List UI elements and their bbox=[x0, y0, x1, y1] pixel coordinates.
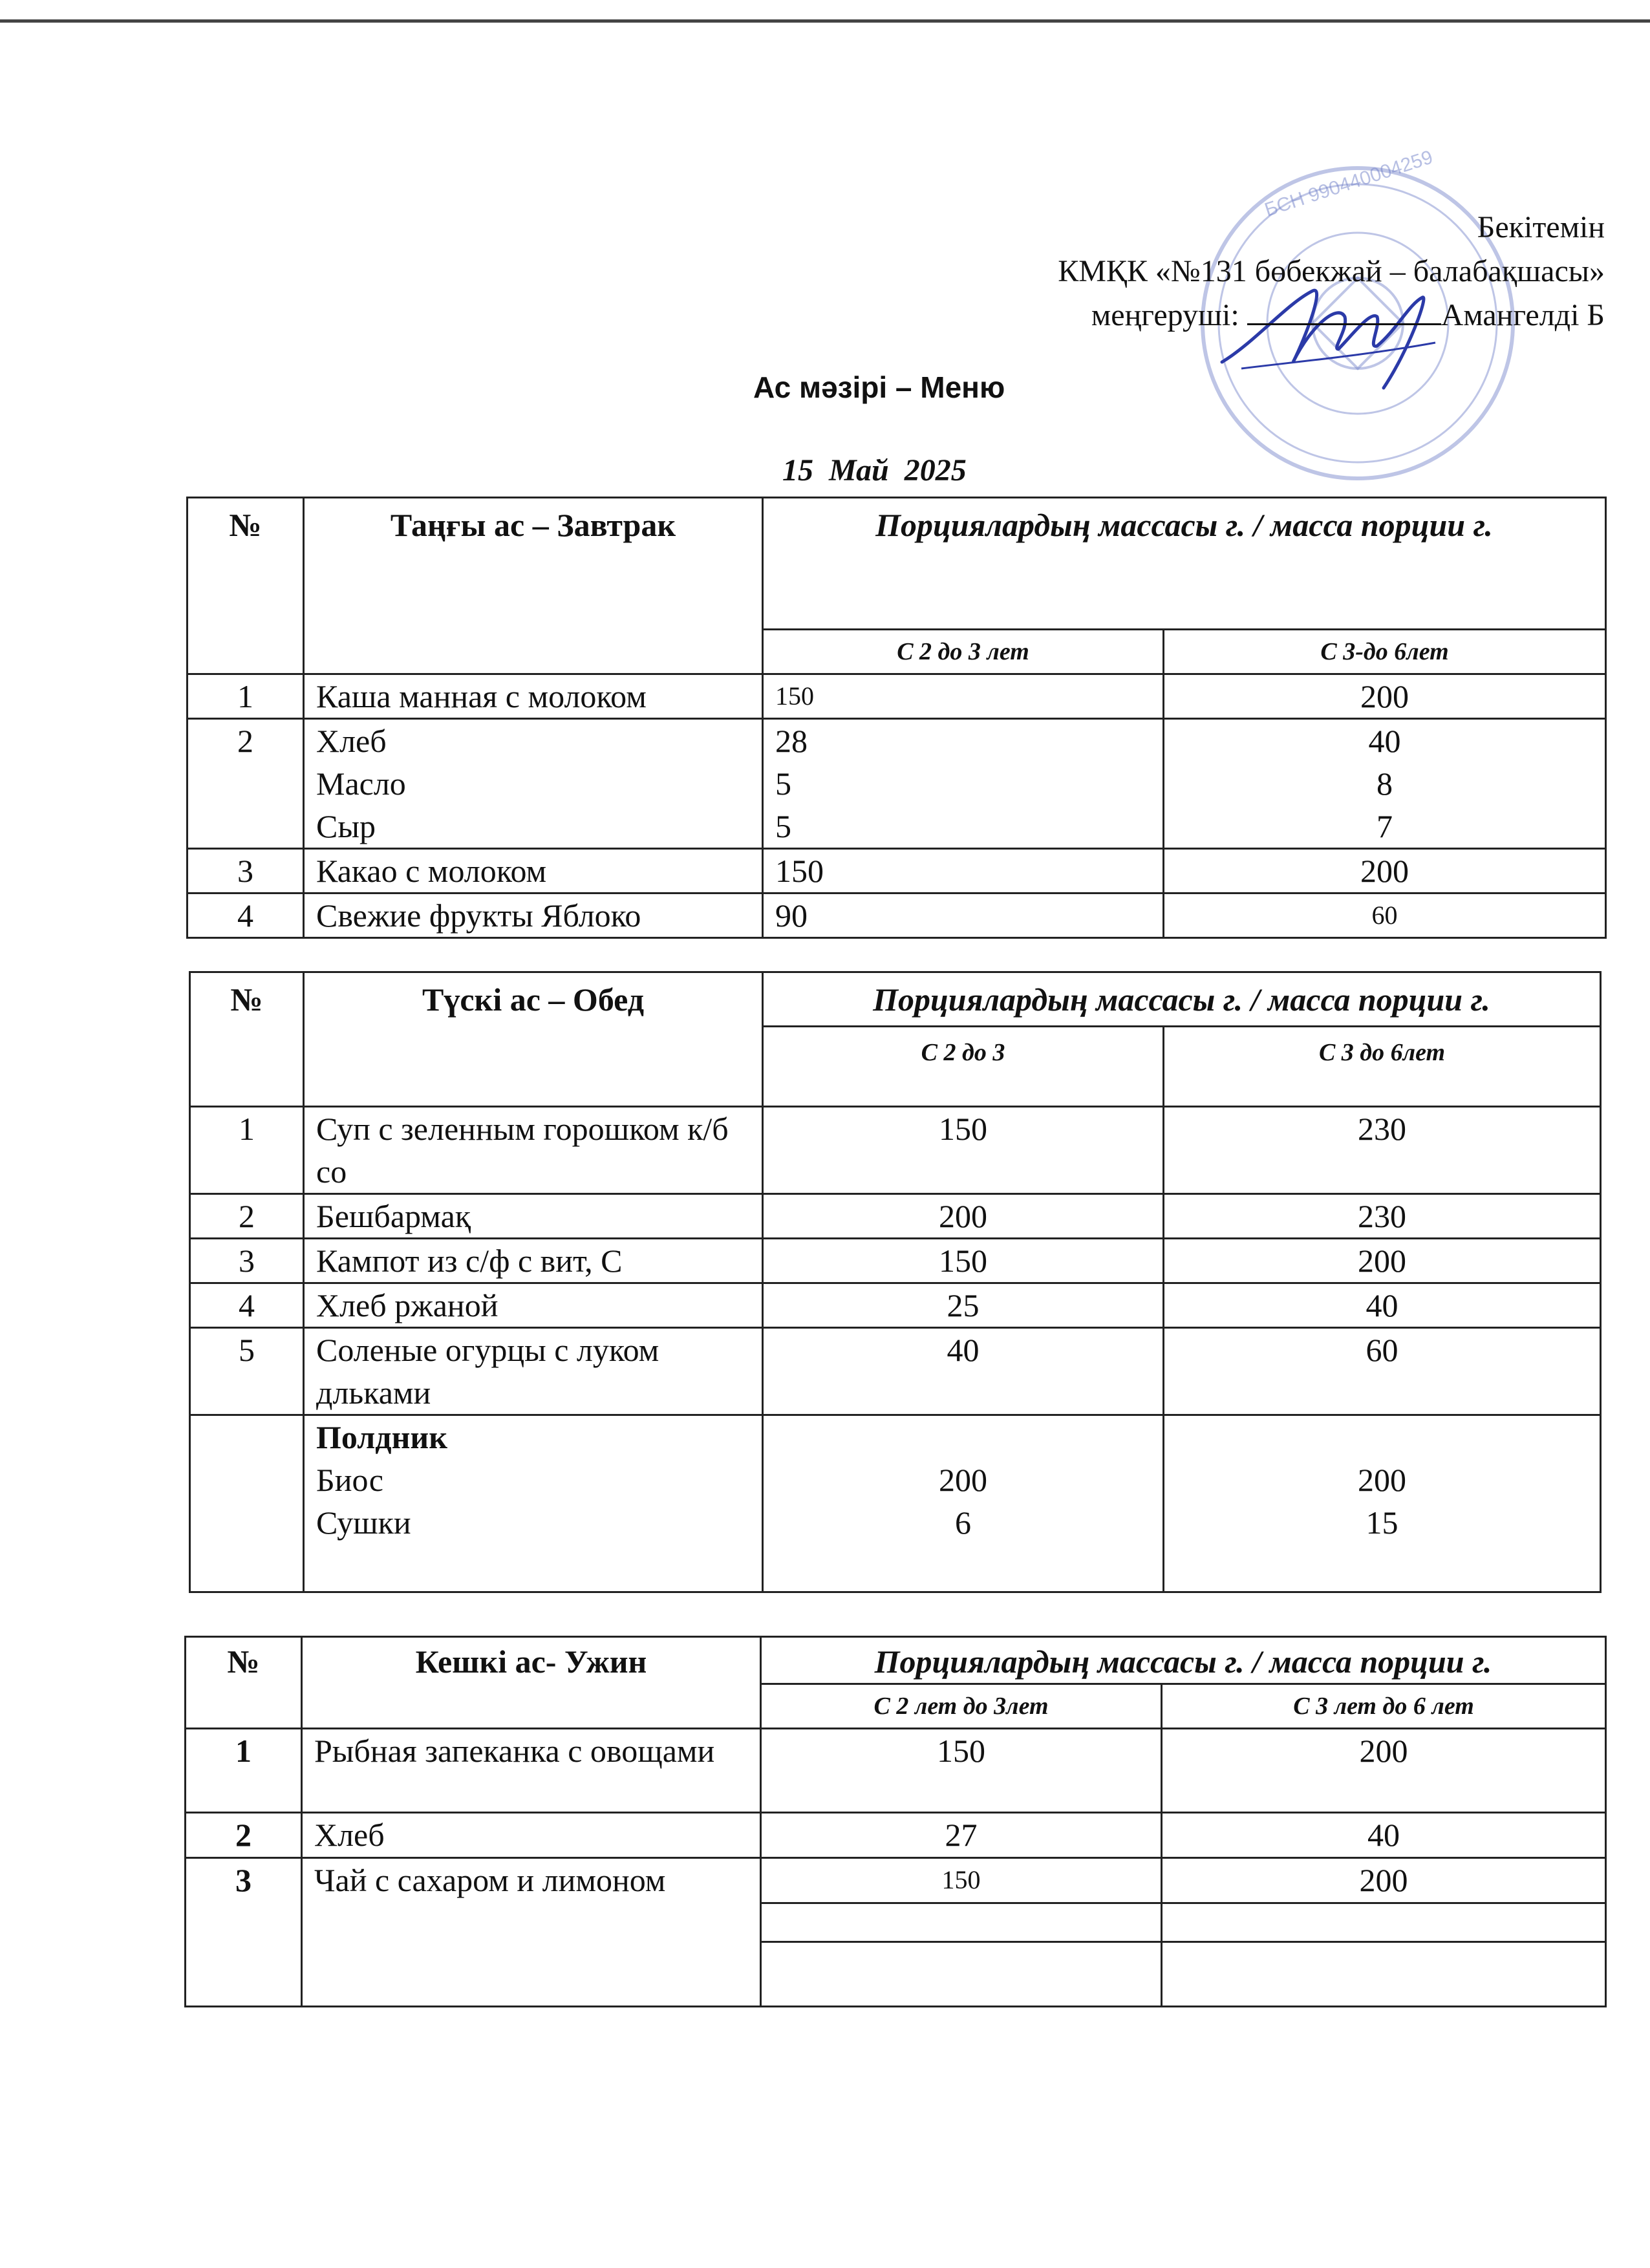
page-title: Ас мәзірі – Меню bbox=[753, 370, 1005, 404]
approval-line-1: Бекітемін bbox=[1477, 210, 1605, 244]
dish-name-cell bbox=[304, 1107, 763, 1194]
mass-age1-cell bbox=[763, 1328, 1164, 1415]
mass-age1-cell bbox=[763, 1107, 1164, 1194]
approval-line-2: КМҚК «№131 бөбекжай – балабақшасы» bbox=[1058, 254, 1605, 288]
approval-block bbox=[764, 206, 1605, 337]
dish-name: Какао с молоком bbox=[316, 853, 547, 889]
mass-age2-cell bbox=[1164, 674, 1606, 719]
mass-age1: 40 bbox=[947, 1332, 980, 1368]
col-header-no: № bbox=[186, 1637, 302, 1729]
snack-title: Полдник bbox=[316, 1419, 448, 1455]
dish-name: Хлеб bbox=[316, 723, 387, 759]
row-number-cell: 2 bbox=[190, 1194, 304, 1239]
mass-age1-cell bbox=[763, 849, 1164, 893]
table-row bbox=[190, 1239, 1601, 1283]
row-number-cell: 1 bbox=[188, 674, 304, 719]
mass-age2-cell bbox=[1164, 1107, 1601, 1194]
age-group-1: С 2 до 3 bbox=[763, 1027, 1164, 1107]
row-number-cell: 2 bbox=[188, 719, 304, 849]
mass-age2: 200 bbox=[1358, 1243, 1406, 1279]
age-group-2: С 3 до 6лет bbox=[1164, 1027, 1601, 1107]
mass-age1-cell bbox=[763, 719, 1164, 849]
snack-item: Сушки bbox=[316, 1504, 411, 1541]
row-number-cell: 4 bbox=[188, 893, 304, 938]
lunch-table bbox=[189, 971, 1602, 1593]
breakfast-rows bbox=[188, 674, 1606, 938]
dish-name-cell bbox=[304, 1328, 763, 1415]
breakfast-table bbox=[186, 497, 1607, 939]
mass-age1-cell bbox=[763, 1239, 1164, 1283]
mass-age1-cell bbox=[761, 1858, 1162, 1903]
table-row bbox=[188, 893, 1606, 938]
top-border-line bbox=[0, 19, 1650, 23]
mass-age1: 150 bbox=[939, 1111, 987, 1147]
dish-name: Соленые огурцы с луком дльками bbox=[316, 1332, 659, 1411]
dish-name: Суп с зеленным горошком к/б со bbox=[316, 1111, 729, 1190]
blank-cell bbox=[761, 1903, 1162, 1942]
mass-age1: 27 bbox=[945, 1817, 978, 1853]
snack-value: 6 bbox=[955, 1504, 971, 1541]
mass-age2: 200 bbox=[1360, 678, 1409, 714]
snack-item: Биос bbox=[316, 1462, 383, 1498]
dish-name: Каша манная с молоком bbox=[316, 678, 647, 714]
mass-age1-cell bbox=[763, 674, 1164, 719]
mass-age2: 40 bbox=[1367, 1817, 1400, 1853]
dish-name: Бешбармақ bbox=[316, 1198, 471, 1234]
mass-age2-cell bbox=[1162, 1729, 1606, 1813]
mass-age1: 5 bbox=[775, 765, 791, 802]
mass-age2: 40 bbox=[1368, 723, 1401, 759]
mass-age2-cell bbox=[1164, 893, 1606, 938]
menu-date: 15 Май 2025 bbox=[782, 453, 967, 487]
col-header-dish: Түскі ас – Обед bbox=[304, 972, 763, 1107]
dish-name: Рыбная запеканка с овощами bbox=[314, 1733, 715, 1769]
mass-age1-cell bbox=[761, 1729, 1162, 1813]
col-header-mass: Порциялардың массасы г. / масса порции г. bbox=[761, 1637, 1606, 1684]
age-group-2: С 3-до 6лет bbox=[1164, 630, 1606, 674]
mass-age1-cell bbox=[763, 1283, 1164, 1328]
mass-age2: 7 bbox=[1377, 808, 1393, 844]
snack-value: 15 bbox=[1366, 1504, 1398, 1541]
dish-name-cell bbox=[304, 719, 763, 849]
dish-name-cell bbox=[302, 1729, 761, 1813]
blank-cell bbox=[761, 1942, 1162, 2007]
snack-values-age1 bbox=[763, 1415, 1164, 1592]
mass-age2: 40 bbox=[1366, 1287, 1398, 1323]
col-header-mass: Порциялардың массасы г. / масса порции г. bbox=[763, 972, 1601, 1027]
row-number-cell: 3 bbox=[190, 1239, 304, 1283]
age-group-1: С 2 лет до 3лет bbox=[761, 1684, 1162, 1729]
age-group-1: С 2 до 3 лет bbox=[763, 630, 1164, 674]
dish-name: Хлеб ржаной bbox=[316, 1287, 498, 1323]
mass-age1-cell bbox=[763, 893, 1164, 938]
mass-age1: 150 bbox=[775, 681, 814, 711]
dish-name-cell bbox=[304, 674, 763, 719]
dish-name-cell bbox=[304, 893, 763, 938]
col-header-no: № bbox=[190, 972, 304, 1107]
table-row bbox=[188, 849, 1606, 893]
mass-age2: 8 bbox=[1377, 765, 1393, 802]
mass-age2-cell bbox=[1164, 1194, 1601, 1239]
mass-age1: 28 bbox=[775, 723, 808, 759]
dish-name: Кампот из с/ф с вит, С bbox=[316, 1243, 623, 1279]
col-header-dish: Таңғы ас – Завтрак bbox=[304, 498, 763, 674]
dish-name-cell bbox=[304, 849, 763, 893]
dish-name-cell bbox=[304, 1239, 763, 1283]
mass-age2-cell bbox=[1164, 1283, 1601, 1328]
mass-age2: 200 bbox=[1360, 853, 1409, 889]
snack-values-age2 bbox=[1164, 1415, 1601, 1592]
mass-age2-cell bbox=[1162, 1813, 1606, 1858]
mass-age2-cell bbox=[1164, 719, 1606, 849]
row-number-cell: 1 bbox=[186, 1729, 302, 1813]
table-row bbox=[188, 674, 1606, 719]
stamp-text: БСН 990440004259 bbox=[1261, 146, 1436, 221]
mass-age2: 230 bbox=[1358, 1111, 1406, 1147]
snack-value: 200 bbox=[1358, 1462, 1406, 1498]
mass-age1: 90 bbox=[775, 897, 808, 934]
age-group-2: С 3 лет до 6 лет bbox=[1162, 1684, 1606, 1729]
approval-line-3 bbox=[764, 294, 1605, 337]
mass-age2: 200 bbox=[1359, 1733, 1408, 1769]
mass-age1: 150 bbox=[775, 853, 824, 889]
mass-age2: 60 bbox=[1366, 1332, 1398, 1368]
col-header-no: № bbox=[188, 498, 304, 674]
table-row bbox=[188, 719, 1606, 849]
row-number-cell: 4 bbox=[190, 1283, 304, 1328]
table-row bbox=[190, 1194, 1601, 1239]
table-row bbox=[186, 1813, 1606, 1858]
signature-blank bbox=[1247, 297, 1441, 325]
snack-no-cell bbox=[190, 1415, 304, 1592]
dish-name-cell bbox=[302, 1813, 761, 1858]
mass-age2-cell bbox=[1164, 1239, 1601, 1283]
table-row bbox=[186, 1729, 1606, 1813]
mass-age1: 25 bbox=[947, 1287, 980, 1323]
snack-cell bbox=[304, 1415, 763, 1592]
table-row bbox=[190, 1283, 1601, 1328]
mass-age1: 150 bbox=[941, 1865, 981, 1894]
snack-row bbox=[190, 1415, 1601, 1592]
dish-name: Свежие фрукты Яблоко bbox=[316, 897, 641, 934]
mass-age2-cell bbox=[1162, 1858, 1606, 1903]
dish-name: Чай с сахаром и лимоном bbox=[314, 1862, 666, 1898]
table-row bbox=[190, 1328, 1601, 1415]
blank-cell bbox=[1162, 1903, 1606, 1942]
mass-age2: 230 bbox=[1358, 1198, 1406, 1234]
manager-label: меңгеруші: bbox=[1091, 298, 1239, 332]
dinner-rows bbox=[186, 1729, 1606, 2007]
mass-age1-cell bbox=[763, 1194, 1164, 1239]
dish-name-cell bbox=[302, 1858, 761, 2007]
dish-name: Сыр bbox=[316, 808, 376, 844]
row-number-cell: 2 bbox=[186, 1813, 302, 1858]
row-number-cell: 1 bbox=[190, 1107, 304, 1194]
row-number-cell: 5 bbox=[190, 1328, 304, 1415]
snack-value: 200 bbox=[939, 1462, 987, 1498]
mass-age1: 150 bbox=[937, 1733, 985, 1769]
mass-age1: 150 bbox=[939, 1243, 987, 1279]
mass-age1: 5 bbox=[775, 808, 791, 844]
mass-age2-cell bbox=[1164, 1328, 1601, 1415]
table-row bbox=[190, 1107, 1601, 1194]
row-number-cell: 3 bbox=[186, 1858, 302, 2007]
table-row bbox=[186, 1858, 1606, 1903]
col-header-dish: Кешкі ас- Ужин bbox=[302, 1637, 761, 1729]
dinner-table bbox=[184, 1636, 1607, 2007]
row-number-cell: 3 bbox=[188, 849, 304, 893]
dish-name: Масло bbox=[316, 765, 406, 802]
col-header-mass: Порциялардың массасы г. / масса порции г. bbox=[763, 498, 1606, 630]
mass-age2: 200 bbox=[1359, 1862, 1408, 1898]
mass-age1: 200 bbox=[939, 1198, 987, 1234]
mass-age2: 60 bbox=[1371, 901, 1398, 930]
lunch-rows bbox=[190, 1107, 1601, 1415]
dish-name-cell bbox=[304, 1283, 763, 1328]
dish-name-cell bbox=[304, 1194, 763, 1239]
dish-name: Хлеб bbox=[314, 1817, 385, 1853]
manager-name: Амангелді Б bbox=[1441, 298, 1605, 332]
mass-age1-cell bbox=[761, 1813, 1162, 1858]
mass-age2-cell bbox=[1164, 849, 1606, 893]
blank-cell bbox=[1162, 1942, 1606, 2007]
